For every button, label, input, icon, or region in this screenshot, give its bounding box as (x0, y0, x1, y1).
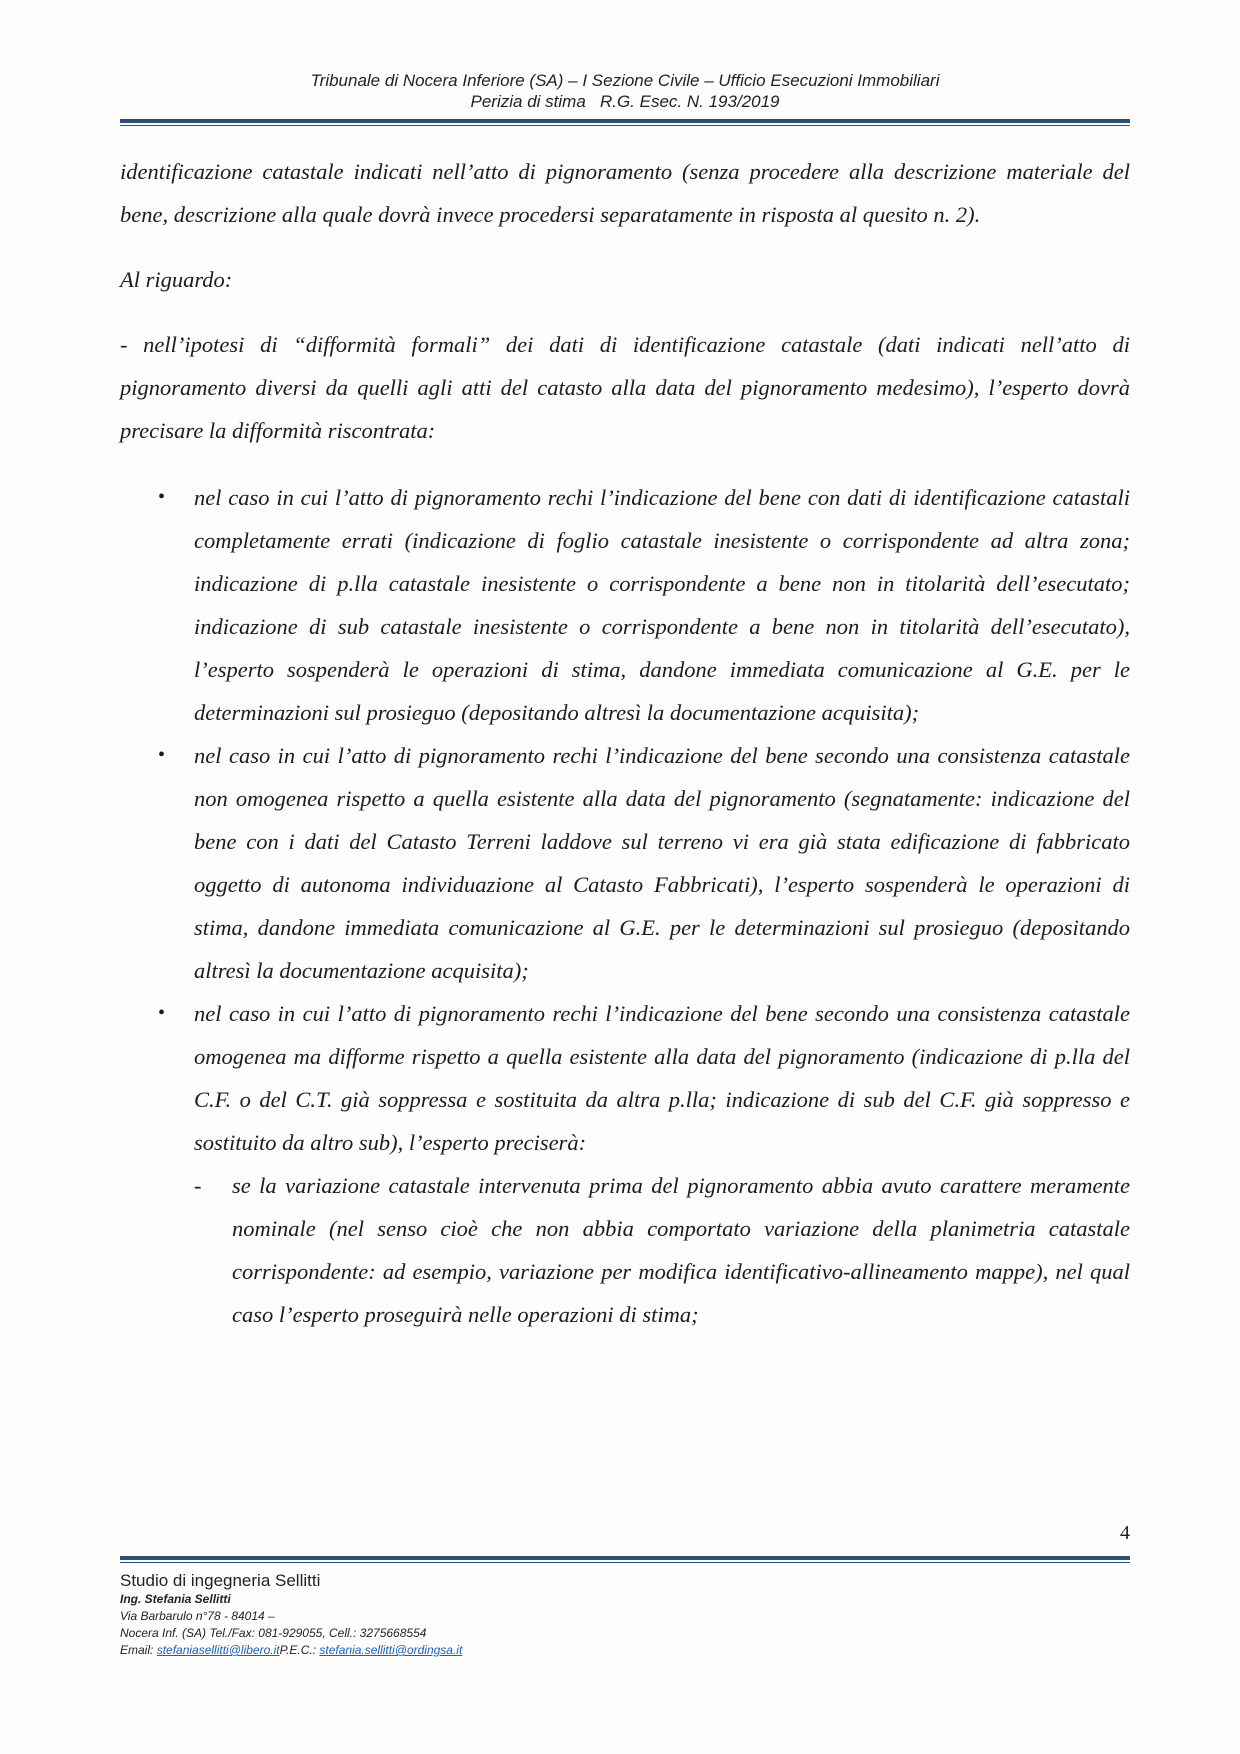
list-item-text: nel caso in cui l’atto di pignoramento rechi l’indicazione del bene secondo una consistenza catastale non omogenea rispetto a quella esistente alla data del pignoramento (segnatamente: indicazione del bene con i dati del Catasto Terreni laddove sul terreno vi era già stata edificazione di fabbricato oggetto di autonoma individuazione al Catasto Fabbricati), l’esperto sospenderà le operazioni di stima, dandone immediata comunicazione al G.E. per le determinazioni sul prosieguo (depositando altresì la documentazione acquisita); (194, 743, 1130, 983)
list-item-text: nel caso in cui l’atto di pignoramento rechi l’indicazione del bene secondo una consistenza catastale omogenea ma difforme rispetto a quella esistente alla data del pignoramento (indicazione di p.lla del C.F. o del C.T. già soppressa e sostituita da altra p.lla; indicazione di sub del C.F. già soppresso e sostituito da altro sub), l’esperto preciserà: (194, 1001, 1130, 1155)
list-item (120, 734, 1130, 992)
footer-contacts (120, 1642, 820, 1659)
header-rule (120, 119, 1130, 126)
footer-engineer: Ing. Stefania Sellitti (120, 1592, 231, 1606)
header-line-1: Tribunale di Nocera Inferiore (SA) – I Sezione Civile – Ufficio Esecuzioni Immobiliari (310, 71, 940, 90)
bullet-marker: • (158, 744, 166, 766)
bullet-marker: • (158, 1002, 166, 1024)
footer-studio: Studio di ingegneria Sellitti (120, 1571, 321, 1590)
bullet-marker: • (158, 486, 166, 508)
list-item-text: nel caso in cui l’atto di pignoramento rechi l’indicazione del bene con dati di identificazione catastali completamente errati (indicazione di foglio catastale inesistente o corrispondente ad altra zona; indicazione di p.lla catastale inesistente o corrispondente a bene non in titolarità dell’esecutato; indicazione di sub catastale inesistente o corrispondente a bene non in titolarità dell’esecutato), l’esperto sospenderà le operazioni di stima, dandone immediata comunicazione al G.E. per le determinazioni sul prosieguo (depositando altresì la documentazione acquisita); (194, 485, 1130, 725)
dash-marker: - (194, 1173, 202, 1198)
footer-rule (120, 1556, 1130, 1563)
email-label: Email: (120, 1643, 157, 1657)
footer-address: Via Barbarulo n°78 - 84014 – (120, 1609, 275, 1623)
document-body (120, 150, 1130, 1336)
footer-city-phone: Nocera Inf. (SA) Tel./Fax: 081-929055, Cell.: 3275668554 (120, 1626, 427, 1640)
email-link[interactable]: stefaniasellitti@libero.it (156, 1643, 280, 1657)
page-header (120, 70, 1130, 112)
pec-label: P.E.C.: (279, 1643, 320, 1657)
paragraph-difformita: - nell’ipotesi di “difformità formali” dei dati di identificazione catastale (dati indicati nell’atto di pignoramento diversi da quelli agli atti del catasto alla data del pignoramento medesimo), l’esperto dovrà precisare la difformità riscontrata: (120, 332, 1130, 443)
pec-link[interactable]: stefania.sellitti@ordingsa.it (319, 1643, 463, 1657)
page-footer (120, 1570, 820, 1659)
bullet-list (120, 476, 1130, 1336)
paragraph-continuation: identificazione catastale indicati nell’atto di pignoramento (senza procedere alla descrizione materiale del bene, descrizione alla quale dovrà invece procedersi separatamente in risposta al quesito n. 2). (120, 159, 1130, 227)
list-item (120, 992, 1130, 1336)
sub-list-item-text: se la variazione catastale intervenuta prima del pignoramento abbia avuto carattere meramente nominale (nel senso cioè che non abbia comportato variazione della planimetria catastale corrispondente: ad esempio, variazione per modifica identificativo-allineamento mappe), nel qual caso l’esperto proseguirà nelle operazioni di stima; (232, 1173, 1130, 1327)
page-number: 4 (1120, 1522, 1130, 1544)
paragraph-al-riguardo: Al riguardo: (120, 267, 233, 292)
sub-list (194, 1164, 1130, 1336)
sub-list-item (194, 1164, 1130, 1336)
list-item (120, 476, 1130, 734)
header-line-2: Perizia di stima R.G. Esec. N. 193/2019 (470, 92, 780, 111)
